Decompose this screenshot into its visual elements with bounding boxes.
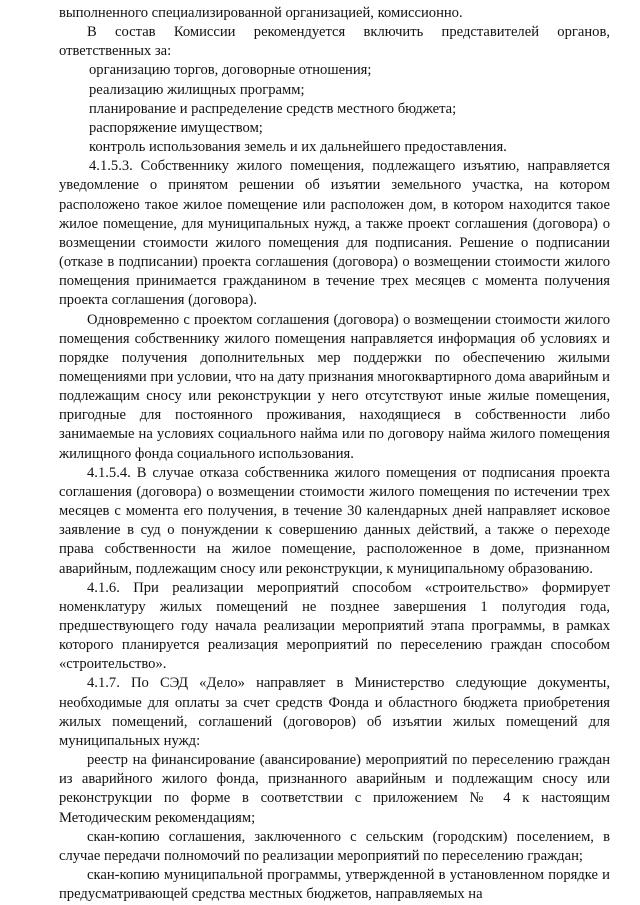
list-item-land-control: контроль использования земель и их дальнейшего предоставления. [89, 139, 507, 156]
document-page [59, 4, 610, 904]
list-item-budget-planning: планирование и распределение средств местного бюджета; [89, 100, 457, 117]
paragraph-agreement-copy: скан-копию соглашения, заключенного с сельским (городским) поселением, в случае передачи полномочий по реализации мероприятий по переселению граждан; [59, 828, 610, 864]
list-item-property: распоряжение имуществом; [89, 119, 263, 136]
paragraph-program-copy: скан-копию муниципальной программы, утвержденной в установленном порядке и предусматривающей средства местных бюджетов, направляемых на [59, 867, 610, 903]
paragraph-commission-composition: В состав Комиссии рекомендуется включить представителей органов, ответственных за: [59, 24, 610, 60]
paragraph-4-1-6: 4.1.6. При реализации мероприятий способом «строительство» формирует номенклатуру жилых помещений не позднее завершения 1 полугодия года, предшествующего году начала реализации мероприятий этапа программы, в рамках которого планируется реализация мероприятий по переселению граждан способом «строительство». [59, 579, 610, 673]
paragraph-additional-support: Одновременно с проектом соглашения (договора) о возмещении стоимости жилого помещения собственнику жилого помещения направляется информация об условиях и порядке получения дополнительных мер поддержки по обеспечению жилыми помещениями при условии, что на дату признания многоквартирного дома аварийным и подлежащим сносу или реконструкции у него отсутствуют иные жилые помещения, пригодные для постоянного проживания, находящиеся в собственности либо занимаемые на условиях социального найма или по договору найма жилого помещения жилищного фонда социального использования. [59, 311, 610, 462]
list-item-auctions: организацию торгов, договорные отношения; [89, 62, 372, 79]
paragraph-4-1-5-4: 4.1.5.4. В случае отказа собственника жилого помещения от подписания проекта соглашения (договора) о возмещении стоимости жилого помещения по истечении трех месяцев с момента его получения, в течение 30 календарных дней направляет исковое заявление в суд о понуждении к совершению данных действий, а также о переходе права собственности на жилое помещение, расположенное в доме, признанном аварийным, подлежащим сносу или реконструкции, к муниципальному образованию. [59, 464, 610, 577]
paragraph-4-1-5-3: 4.1.5.3. Собственнику жилого помещения, подлежащего изъятию, направляется уведомление о принятом решении об изъятии земельного участка, на котором расположено такое жилое помещение или расположен дом, в котором находится такое жилое помещение, для муниципальных нужд, а также проект соглашения (договора) о возмещении стоимости жилого помещения для подписания. Решение о подписании (отказе в подписании) проекта соглашения (договора) о возмещении стоимости жилого помещения принимается гражданином в течение трех месяцев с момента получения проекта соглашения (договора). [59, 158, 610, 309]
paragraph-4-1-7: 4.1.7. По СЭД «Дело» направляет в Министерство следующие документы, необходимые для оплаты за счет средств Фонда и областного бюджета приобретения жилых помещений, соглашений (договоров) об изъятии жилых помещений для муниципальных нужд: [59, 675, 610, 749]
paragraph-continuation: выполненного специализированной организацией, комиссионно. [59, 5, 463, 21]
paragraph-registry: реестр на финансирование (авансирование) мероприятий по переселению граждан из аварийного жилого фонда, признанного аварийным и подлежащим сносу или реконструкции по форме в соответствии с приложением № 4 к настоящим Методическим рекомендациям; [59, 752, 610, 826]
list-item-housing-programs: реализацию жилищных программ; [89, 81, 305, 98]
